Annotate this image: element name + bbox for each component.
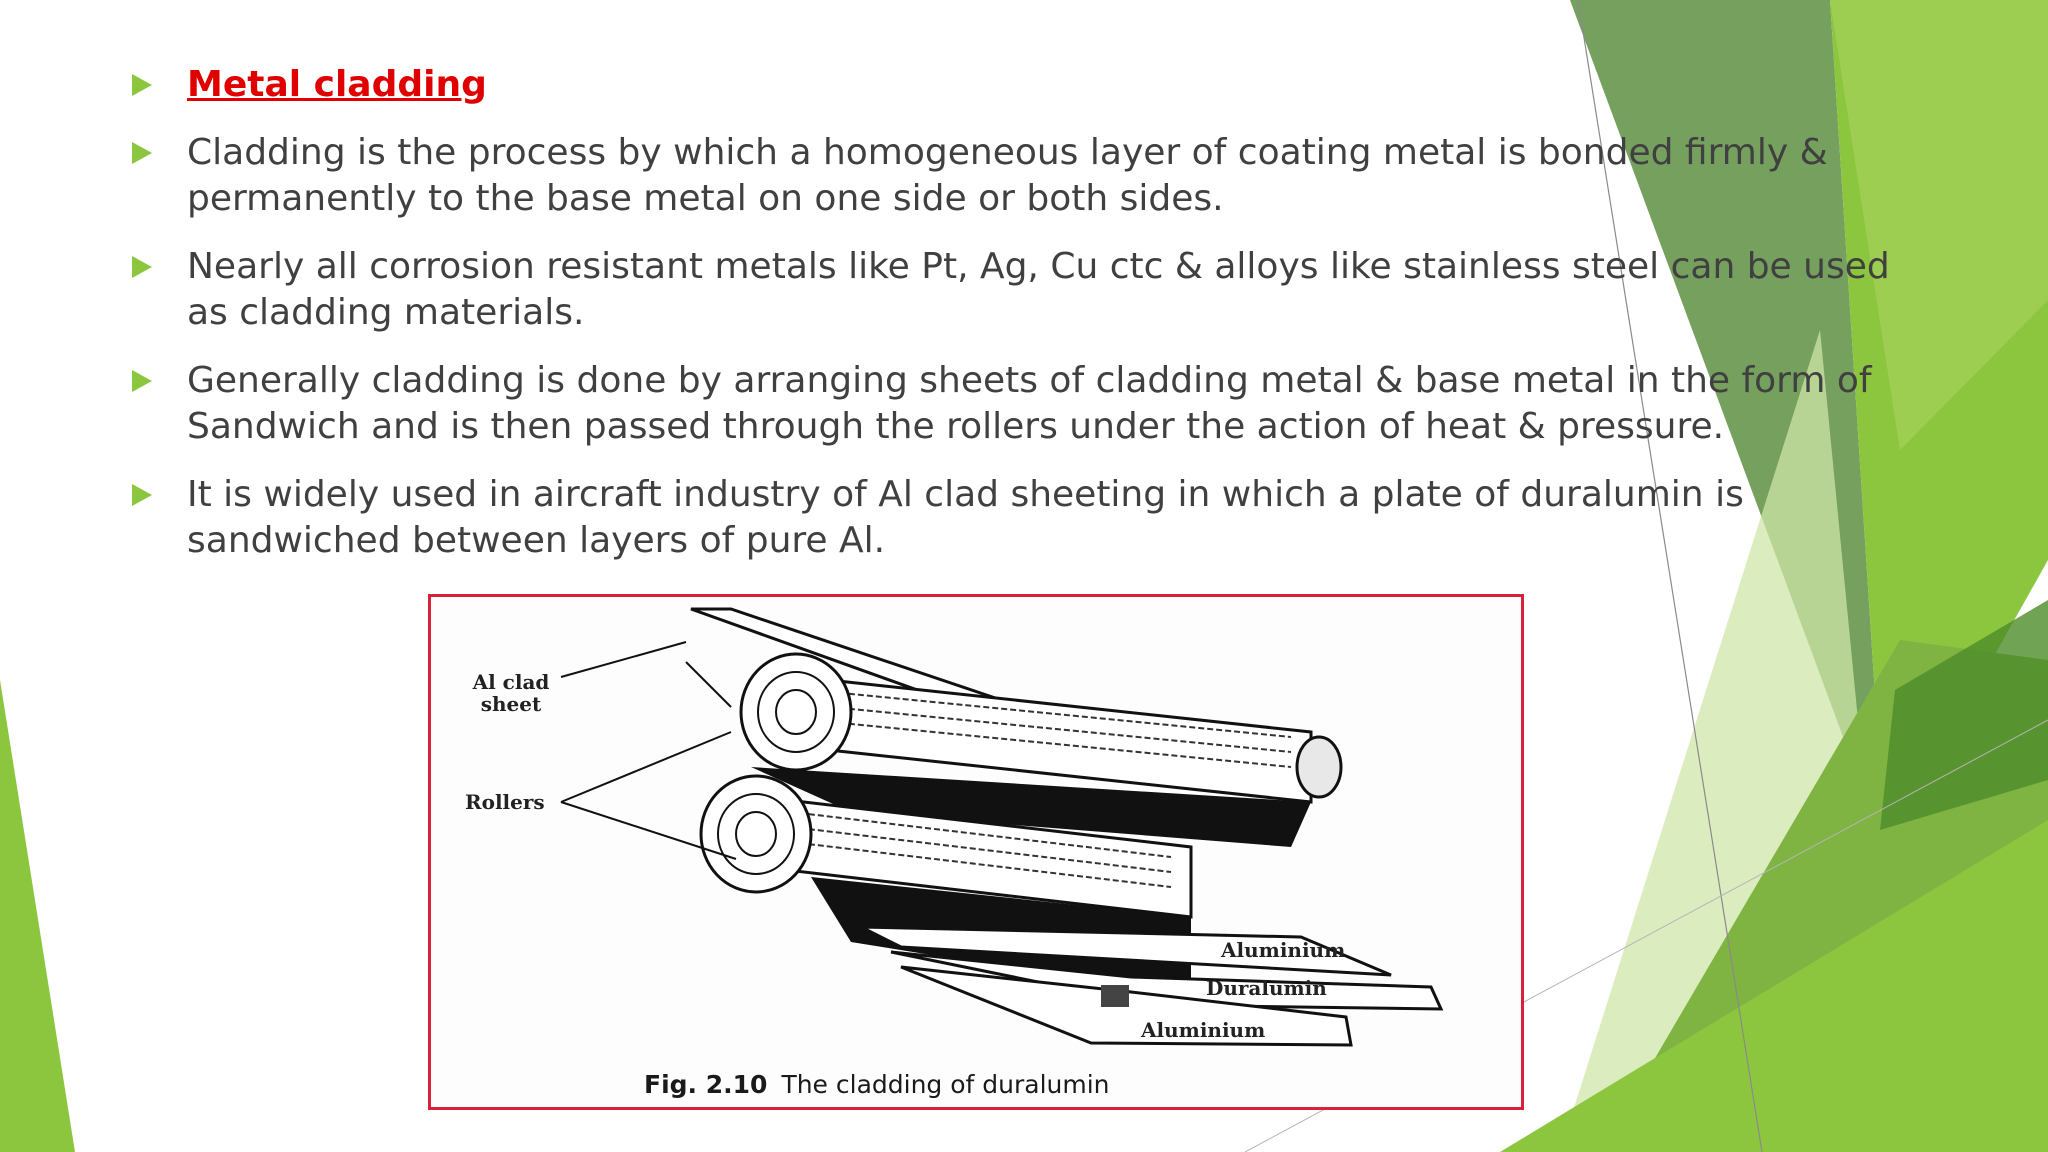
bullet-item [130, 472, 1930, 564]
slide-title: Metal cladding [187, 64, 487, 105]
bullet-item [130, 244, 1930, 336]
bullet-arrow-icon [132, 74, 152, 96]
bullet-text: Nearly all corrosion resistant metals like Pt, Ag, Cu ctc & alloys like stainless steel can be used as cladding materials. [187, 246, 1890, 333]
bullet-text: Generally cladding is done by arranging sheets of cladding metal & base metal in the form of Sandwich and is then passed through the rollers under the action of heat & pressure. [187, 360, 1872, 447]
cladding-diagram [431, 597, 1521, 1107]
label-al-clad-sheet: Al clad sheet [472, 670, 550, 716]
figure-caption [644, 1070, 1110, 1099]
left-green-wedge [0, 680, 75, 1152]
bullet-text: It is widely used in aircraft industry of Al clad sheeting in which a plate of duralumin is sandwiched between layers of pure Al. [187, 474, 1744, 561]
bullet-item [130, 358, 1930, 450]
bullet-arrow-icon [132, 256, 152, 278]
figure-caption-number: Fig. 2.10 [644, 1070, 768, 1099]
label-duralumin: Duralumin [1206, 976, 1327, 1000]
bullet-text: Cladding is the process by which a homogeneous layer of coating metal is bonded firmly & permanently to the base metal on one side or both sides. [187, 132, 1828, 219]
bullet-item [130, 130, 1930, 222]
label-aluminium-top: Aluminium [1221, 938, 1346, 962]
bullet-heading [130, 62, 1930, 108]
label-rollers: Rollers [465, 790, 545, 814]
sheet-edge-block [1101, 985, 1129, 1007]
bullet-arrow-icon [132, 370, 152, 392]
figure-caption-text: The cladding of duralumin [781, 1070, 1110, 1099]
pointer-al-clad-1 [561, 642, 686, 677]
bullet-list [130, 62, 1930, 586]
bullet-arrow-icon [132, 142, 152, 164]
bullet-arrow-icon [132, 484, 152, 506]
cladding-figure [428, 594, 1524, 1110]
pointer-rollers-1 [561, 732, 731, 802]
pointer-al-clad-2 [686, 662, 731, 707]
label-aluminium-bottom: Aluminium [1141, 1018, 1266, 1042]
